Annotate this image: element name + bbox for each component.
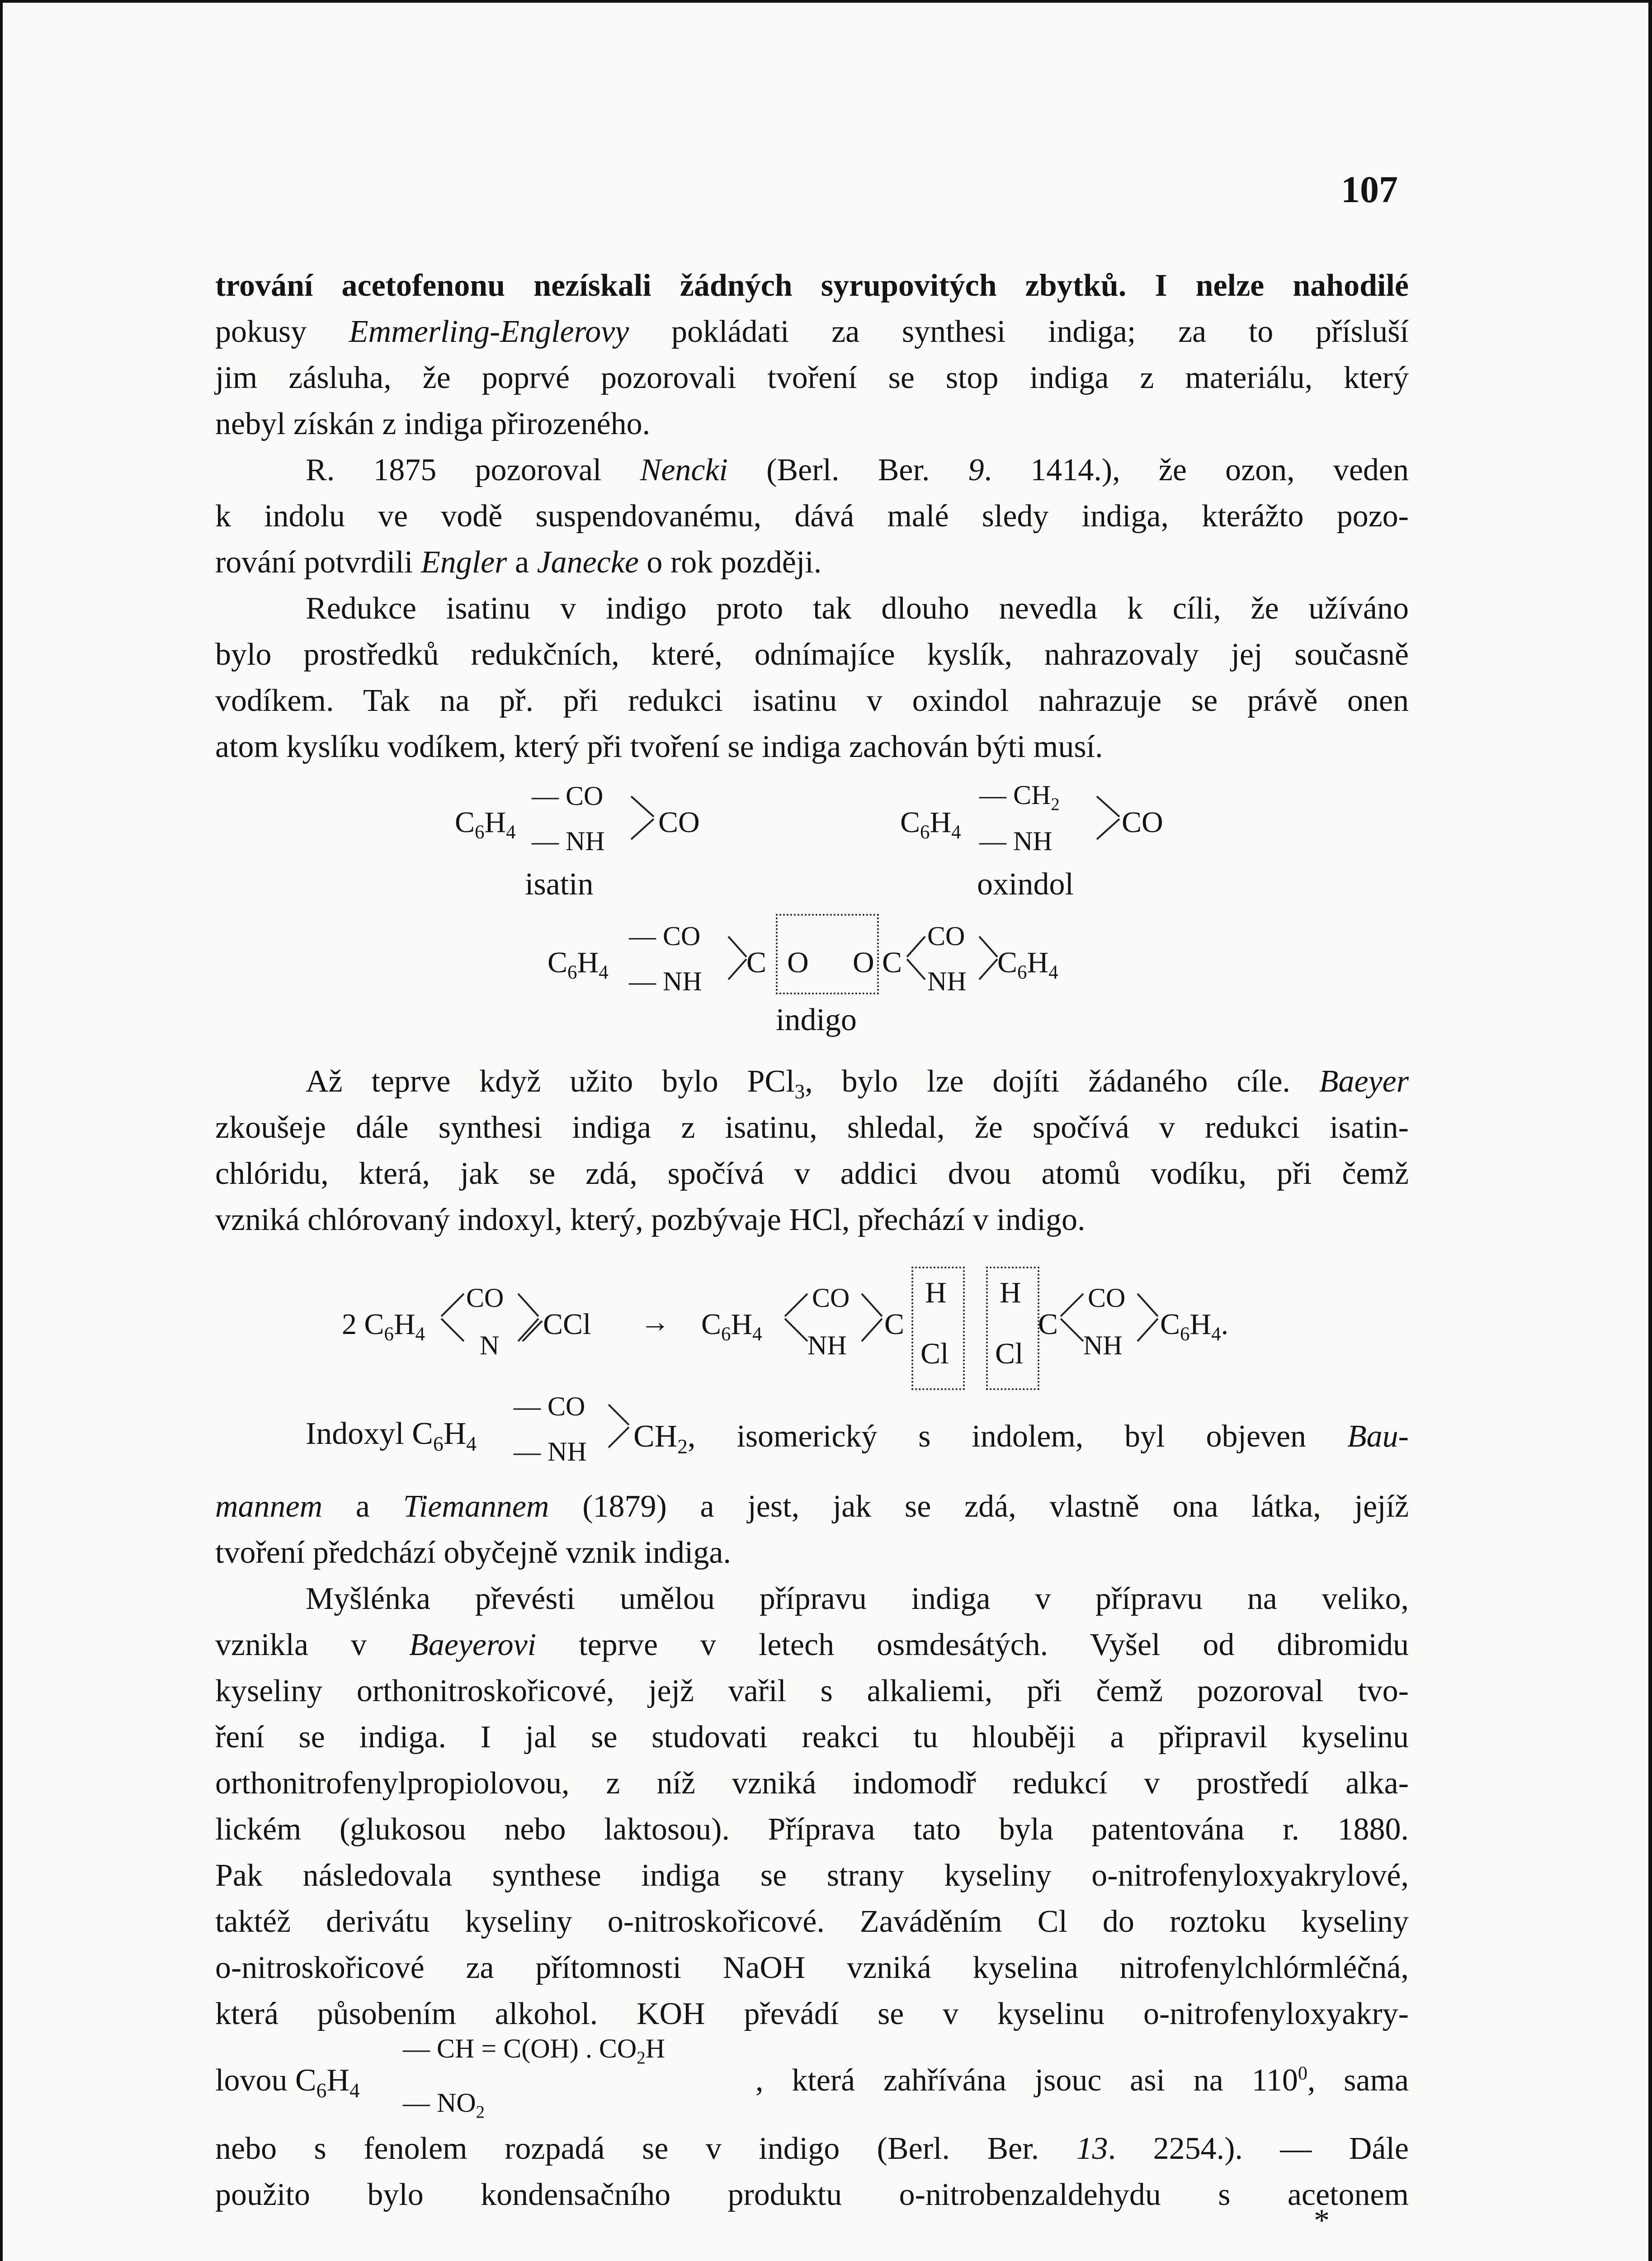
text-line: vznikla v Baeyerovi teprve v letech osmdesátých. Vyšel od dibromidu <box>215 1627 1409 1662</box>
text-line: ření se indiga. I jal se studovati reakci tu hlouběji a připravil kyselinu <box>215 1720 1409 1755</box>
text-line: trování acetofenonu nezískali žádných syrupovitých zbytků. I nelze nahodilé <box>215 268 1409 303</box>
text-line: R. 1875 pozoroval Nencki (Berl. Ber. 9. 1414.), že ozon, veden <box>306 453 1409 487</box>
oxindol-label: oxindol <box>977 867 1074 902</box>
text-line: vodíkem. Tak na př. při redukci isatinu v oxindol nahrazuje se právě onen <box>215 683 1409 718</box>
text-line: zkoušeje dále synthesi indiga z isatinu, shledal, že spočívá v redukci isatin- <box>215 1110 1409 1145</box>
text-line: nebyl získán z indiga přirozeného. <box>215 407 651 441</box>
text-line: Pak následovala synthese indiga se strany kyseliny o-nitrofenyloxyakrylové, <box>215 1858 1409 1893</box>
arrow-icon: → <box>640 1306 670 1339</box>
bond-lines <box>516 1291 543 1346</box>
author-name: Bau- <box>1347 1419 1409 1454</box>
text-line: použito bylo kondensačního produktu o-nitrobenzaldehydu s acetonem <box>215 2177 1409 2212</box>
text-line: která působením alkohol. KOH převádí se v kyselinu o-nitrofenyloxyakry- <box>215 1996 1409 2031</box>
indigo-label: indigo <box>776 1003 857 1037</box>
text-line: mannem a Tiemannem (1879) a jest, jak se zdá, vlastně ona látka, jejíž <box>215 1489 1409 1524</box>
author-name: mannem <box>215 1489 323 1524</box>
text-line: Myšlénka převésti umělou přípravu indiga v přípravu na veliko, <box>306 1581 1409 1616</box>
bond-lines <box>1097 794 1124 844</box>
isatin-label: isatin <box>525 867 594 902</box>
text-line: lickém (glukosou nebo laktosou). Příprava tato byla patentována r. 1880. <box>215 1812 1409 1847</box>
author-name: Janecke <box>537 545 639 580</box>
text-line: k indolu ve vodě suspendovanému, dává malé sledy indiga, kterážto pozo- <box>215 499 1409 534</box>
bond-lines <box>1135 1291 1162 1346</box>
bond-lines <box>859 1291 887 1346</box>
author-name: Nencki <box>640 453 728 487</box>
text-line: nebo s fenolem rozpadá se v indigo (Berl. Ber. 13. 2254.). — Dále <box>215 2131 1409 2166</box>
text-line: tvoření předchází obyčejně vznik indiga. <box>215 1535 731 1570</box>
text-line: Redukce isatinu v indigo proto tak dlouho nevedla k cíli, že užíváno <box>306 591 1409 626</box>
bond-lines <box>1058 1291 1086 1346</box>
author-name: Emmerling-Englerovy <box>349 314 629 349</box>
page-number: 107 <box>1341 169 1398 211</box>
text-line: vzniká chlórovaný indoxyl, který, pozbývaje HCl, přechází v indigo. <box>215 1202 1086 1237</box>
text-line: pokusy Emmerling-Englerovy pokládati za synthesi indiga; za to přísluší <box>215 314 1409 349</box>
bond-lines <box>631 794 658 844</box>
bond-lines <box>439 1291 466 1346</box>
author-name: Baeyer <box>1319 1064 1409 1099</box>
text-line: o-nitroskořicové za přítomnosti NaOH vzniká kyselina nitrofenylchlórmléčná, <box>215 1950 1409 1985</box>
text-line: atom kyslíku vodíkem, který při tvoření se indiga zachován býti musí. <box>215 729 1103 764</box>
author-name: Engler <box>420 545 507 580</box>
text-line: orthonitrofenylpropiolovou, z níž vzniká indomodř redukcí v prostředí alka- <box>215 1766 1409 1801</box>
footnote-mark: * <box>1314 2203 1330 2238</box>
bond-lines <box>783 1291 810 1346</box>
author-name: Tiemannem <box>403 1489 549 1524</box>
text-line: rování potvrdili Engler a Janecke o rok později. <box>215 545 822 580</box>
text-line: jim zásluha, že poprvé pozorovali tvoření se stop indiga z materiálu, který <box>215 360 1409 395</box>
text-line: taktéž derivátu kyseliny o-nitroskořicové. Zaváděním Cl do roztoku kyseliny <box>215 1904 1409 1939</box>
text-line: kyseliny orthonitroskořicové, jejž vařil s alkaliemi, při čemž pozoroval tvo- <box>215 1674 1409 1708</box>
text-line: chlóridu, která, jak se zdá, spočívá v addici dvou atomů vodíku, při čemž <box>215 1156 1409 1191</box>
text-line: Až teprve když užito bylo PCl$_3$, bylo lze dojíti žádaného cíle. Baeyer <box>306 1064 1409 1103</box>
text-line: bylo prostředků redukčních, které, odnímajíce kyslík, nahrazovaly jej současně <box>215 637 1409 672</box>
book-page: 107 trování acetofenonu nezískali žádných syrupovitých zbytků. I nelze nahodilé pokusy Emmerling-Englerovy pokládati za synthesi indiga; za to přísluší jim zásluha, že poprvé pozorovali tvoření se stop indiga z materiálu, který nebyl získán z indiga přirozeného. R. 1875 pozoroval Nencki (Berl. Ber. 9. 1414.), že ozon, veden k indolu ve vodě suspendovanému, dává malé sledy indiga, kterážto pozo- rování potvrdili Engler a Janecke o rok později. Redukce isatinu v indigo proto tak dlouho nevedla k cíli, že užíváno bylo prostředků redukčních, které, odnímajíce kyslík, nahrazovaly jej současně vodíkem. Tak na př. při redukci isatinu v oxindol nahrazuje se právě onen atom kyslíku vodíkem, který při tvoření se indiga zachován býti musí. $C_6H_4$ — CO — NH CO isatin $C_6H_4$ — $CH_2$ — NH CO oxindol $C_6H_4$ — CO — NH C O O C CO NH $C_6H_4$ indigo Až teprve když užito bylo PCl$_3$, bylo lze dojíti žádaného cíle. Baeyer zkoušeje dále synthesi indiga z isatinu, shledal, že spočívá v redukci isatin- chlóridu, která, jak se zdá, spočívá v addici dvou atomů vodíku, při čemž vzniká chlórovaný indoxyl, který, pozbývaje HCl, přechází v indigo. 2 $C_6H_4$ CO N CCl → $C_6H_4$ CO NH C H Cl H Cl C CO NH $C_6H_4$. Indoxyl $C_6H_4$ — CO — NH $CH_2$, isomerický s indolem, byl objeven Bau- mannem a Tiemannem (1879) a jest, jak se zdá, vlastně ona látka, jejíž tvoření předchází obyčejně vznik indiga. Myšlénka převésti umělou přípravu indiga v přípravu na veliko, vznikla v Baeyerovi teprve v letech osmdesátých. Vyšel od dibromidu kyseliny orthonitroskořicové, jejž vařil s alkaliemi, při čemž pozoroval tvo- ření se indiga. I jal se studovati reakci tu hlouběji a připravil kyselinu orthonitrofenylpropiolovou, z níž vzniká indomodř redukcí v prostředí alka- lickém (glukosou nebo laktosou). Příprava tato byla patentována r. 1880. Pak následovala synthese indiga se strany kyseliny o-nitrofenyloxyakrylové, taktéž derivátu kyseliny o-nitroskořicové. Zaváděním Cl do roztoku kyseliny o-nitroskořicové za přítomnosti NaOH vzniká kyselina nitrofenylchlórmléčná, která působením alkohol. KOH převádí se v kyselinu o-nitrofenyloxyakry- lovou $C_6H_4$ — CH = C(OH) . $CO_2H$ — $NO_2$ , která zahřívána jsouc asi na $110^0$, sama nebo s fenolem rozpadá se v indigo (Berl. Ber. 13. 2254.). — Dále použito bylo kondensačního produktu o-nitrobenzaldehydu s acetonem * <box>3 3 1648 2261</box>
bond-lines <box>609 1402 636 1452</box>
bond-lines <box>905 934 927 984</box>
author-name: Baeyerovi <box>409 1627 537 1662</box>
